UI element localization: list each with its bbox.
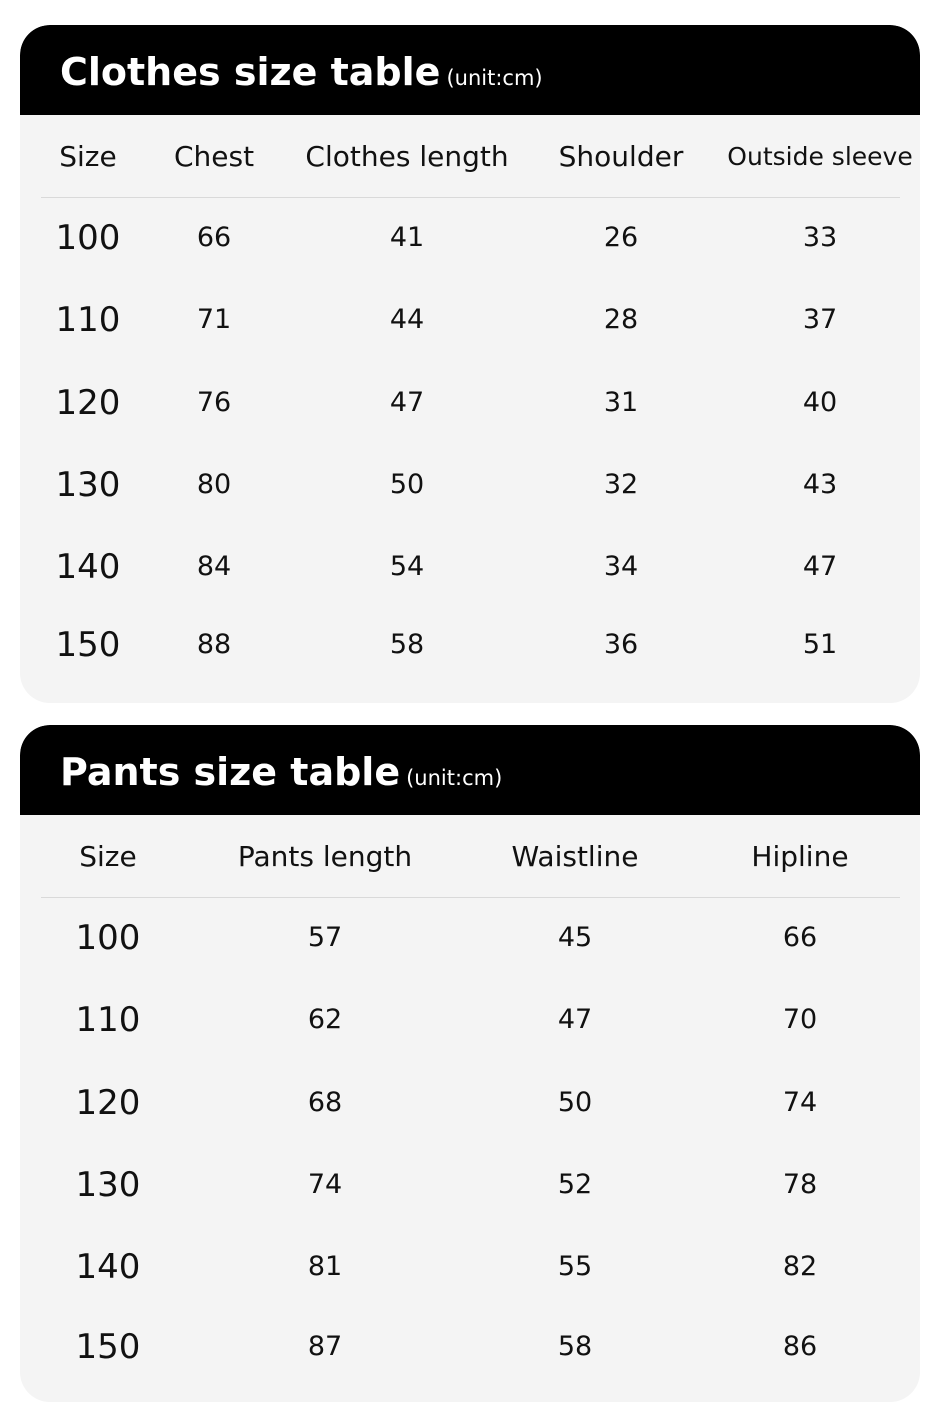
table-row xyxy=(20,295,920,345)
size-cell: 110 xyxy=(75,1000,141,1040)
clothes-title-text: Clothes size table xyxy=(60,50,441,94)
pants-table-title xyxy=(60,747,502,803)
waistline-cell: 50 xyxy=(557,1087,593,1118)
shoulder-cell: 36 xyxy=(603,629,639,660)
pants-length-cell: 62 xyxy=(307,1004,343,1035)
size-cell: 110 xyxy=(55,300,121,340)
hipline-cell: 66 xyxy=(782,922,818,953)
clothes-unit-text: (unit:cm) xyxy=(446,66,543,90)
clothes-length-cell: 50 xyxy=(389,469,425,500)
shoulder-cell: 34 xyxy=(603,551,639,582)
pants-size-table xyxy=(20,725,920,1402)
size-cell: 100 xyxy=(55,218,121,258)
col-header-waistline: Waistline xyxy=(511,840,639,873)
table-row xyxy=(20,542,920,592)
chest-cell: 71 xyxy=(196,304,232,335)
clothes-table-header-bar xyxy=(20,25,920,115)
chest-cell: 66 xyxy=(196,222,232,253)
pants-unit-text: (unit:cm) xyxy=(406,766,503,790)
clothes-table-title xyxy=(60,47,543,103)
size-cell: 120 xyxy=(75,1083,141,1123)
clothes-column-headers xyxy=(20,132,920,182)
col-header-pants-length: Pants length xyxy=(237,840,413,873)
pants-header-divider xyxy=(41,897,900,898)
pants-length-cell: 81 xyxy=(307,1251,343,1282)
table-row xyxy=(20,913,920,963)
hipline-cell: 82 xyxy=(782,1251,818,1282)
pants-title-text: Pants size table xyxy=(60,750,401,794)
waistline-cell: 55 xyxy=(557,1251,593,1282)
waistline-cell: 52 xyxy=(557,1169,593,1200)
table-row xyxy=(20,1078,920,1128)
col-header-hipline: Hipline xyxy=(751,840,849,873)
size-cell: 120 xyxy=(55,383,121,423)
pants-length-cell: 74 xyxy=(307,1169,343,1200)
hipline-cell: 70 xyxy=(782,1004,818,1035)
pants-column-headers xyxy=(20,832,920,882)
size-cell: 140 xyxy=(55,547,121,587)
col-header-clothes-length: Clothes length xyxy=(305,140,509,173)
table-row xyxy=(20,1322,920,1372)
chest-cell: 84 xyxy=(196,551,232,582)
hipline-cell: 74 xyxy=(782,1087,818,1118)
shoulder-cell: 28 xyxy=(603,304,639,335)
col-header-shoulder: Shoulder xyxy=(558,140,684,173)
table-row xyxy=(20,213,920,263)
shoulder-cell: 26 xyxy=(603,222,639,253)
waistline-cell: 47 xyxy=(557,1004,593,1035)
table-row xyxy=(20,620,920,670)
col-header-size: Size xyxy=(79,840,137,873)
size-cell: 140 xyxy=(75,1247,141,1287)
size-cell: 100 xyxy=(75,918,141,958)
pants-length-cell: 57 xyxy=(307,922,343,953)
table-row xyxy=(20,378,920,428)
size-cell: 130 xyxy=(75,1165,141,1205)
size-cell: 130 xyxy=(55,465,121,505)
clothes-size-table xyxy=(20,25,920,703)
col-header-size: Size xyxy=(59,140,117,173)
table-row xyxy=(20,1242,920,1292)
shoulder-cell: 31 xyxy=(603,387,639,418)
outside-sleeve-cell: 47 xyxy=(802,551,838,582)
chest-cell: 80 xyxy=(196,469,232,500)
waistline-cell: 45 xyxy=(557,922,593,953)
outside-sleeve-cell: 37 xyxy=(802,304,838,335)
chest-cell: 76 xyxy=(196,387,232,418)
hipline-cell: 86 xyxy=(782,1331,818,1362)
clothes-length-cell: 54 xyxy=(389,551,425,582)
outside-sleeve-cell: 43 xyxy=(802,469,838,500)
clothes-length-cell: 41 xyxy=(389,222,425,253)
outside-sleeve-cell: 51 xyxy=(802,629,838,660)
table-row xyxy=(20,460,920,510)
outside-sleeve-cell: 33 xyxy=(802,222,838,253)
clothes-length-cell: 47 xyxy=(389,387,425,418)
shoulder-cell: 32 xyxy=(603,469,639,500)
chest-cell: 88 xyxy=(196,629,232,660)
waistline-cell: 58 xyxy=(557,1331,593,1362)
col-header-outside-sleeve: Outside sleeve xyxy=(727,142,913,171)
table-row xyxy=(20,995,920,1045)
col-header-chest: Chest xyxy=(173,140,255,173)
clothes-length-cell: 44 xyxy=(389,304,425,335)
hipline-cell: 78 xyxy=(782,1169,818,1200)
size-cell: 150 xyxy=(55,625,121,665)
pants-table-header-bar xyxy=(20,725,920,815)
clothes-header-divider xyxy=(41,197,900,198)
pants-length-cell: 68 xyxy=(307,1087,343,1118)
table-row xyxy=(20,1160,920,1210)
pants-length-cell: 87 xyxy=(307,1331,343,1362)
size-cell: 150 xyxy=(75,1327,141,1367)
clothes-length-cell: 58 xyxy=(389,629,425,660)
outside-sleeve-cell: 40 xyxy=(802,387,838,418)
